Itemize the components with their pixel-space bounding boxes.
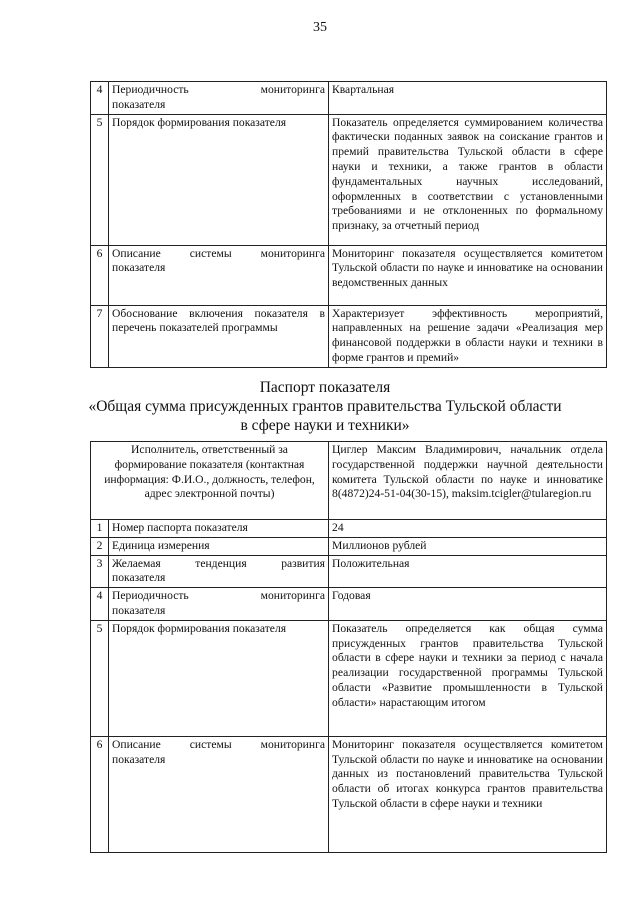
row-label: Описание системы мониторинга показателя bbox=[109, 736, 329, 852]
row-label: Номер паспорта показателя bbox=[109, 520, 329, 538]
row-value: Квартальная bbox=[329, 82, 607, 115]
row-number: 4 bbox=[91, 588, 109, 621]
row-label: Описание системы мониторинга показателя bbox=[109, 245, 329, 305]
row-label: Обоснование включения показателя в перечень показателей программы bbox=[109, 305, 329, 367]
row-number: 6 bbox=[91, 736, 109, 852]
table-header-row bbox=[91, 442, 607, 520]
row-value: Мониторинг показателя осуществляется комитетом Тульской области по науке и инноватике на основании ведомственных данных bbox=[329, 245, 607, 305]
row-number: 1 bbox=[91, 520, 109, 538]
page-number: 35 bbox=[313, 20, 327, 35]
row-number: 5 bbox=[91, 620, 109, 736]
table-row bbox=[91, 520, 607, 538]
row-number: 4 bbox=[91, 82, 109, 115]
table-row bbox=[91, 114, 607, 245]
row-label: Периодичность мониторинга показателя bbox=[109, 82, 329, 115]
row-number: 6 bbox=[91, 245, 109, 305]
executor-label: Исполнитель, ответственный за формирование показателя (контактная информация: Ф.И.О., должность, телефон, адрес электронной почты) bbox=[91, 442, 329, 520]
row-number: 5 bbox=[91, 114, 109, 245]
table-row bbox=[91, 736, 607, 852]
row-number: 7 bbox=[91, 305, 109, 367]
table-row bbox=[91, 245, 607, 305]
executor-value: Циглер Максим Владимирович, начальник отдела государственной поддержки научной деятельности комитета Тульской области по науке и инноватике 8(4872)24-51-04(30-15), maksim.tcigler@tularegion.ru bbox=[329, 442, 607, 520]
table-row bbox=[91, 555, 607, 588]
table-row bbox=[91, 537, 607, 555]
row-label: Порядок формирования показателя bbox=[109, 114, 329, 245]
row-value: 24 bbox=[329, 520, 607, 538]
row-value: Характеризует эффективность мероприятий, направленных на решение задачи «Реализация мер финансовой поддержки в области науки и техники в форме грантов и премий» bbox=[329, 305, 607, 367]
row-label: Единица измерения bbox=[109, 537, 329, 555]
row-label: Порядок формирования показателя bbox=[109, 620, 329, 736]
row-number: 3 bbox=[91, 555, 109, 588]
row-value: Миллионов рублей bbox=[329, 537, 607, 555]
row-label: Желаемая тенденция развития показателя bbox=[109, 555, 329, 588]
passport-title: Паспорт показателя «Общая сумма присужденных грантов правительства Тульской области в сфере науки и техники» bbox=[88, 379, 562, 434]
row-label: Периодичность мониторинга показателя bbox=[109, 588, 329, 621]
row-value: Показатель определяется суммированием количества фактически поданных заявок на соискание грантов и премий правительства Тульской области в сфере науки и техники, а также грантов в области фундаментальных научных исследований, оформленных в соответствии с установленными требованиями и не отклоненных по формальному признаку, за отчетный период bbox=[329, 114, 607, 245]
table-row bbox=[91, 620, 607, 736]
indicator-table-continued bbox=[90, 81, 607, 368]
row-value: Годовая bbox=[329, 588, 607, 621]
indicator-passport-table bbox=[90, 441, 607, 853]
table-row bbox=[91, 588, 607, 621]
row-value: Показатель определяется как общая сумма присужденных грантов правительства Тульской области в сфере науки и техники за период с начала реализации государственной программы Тульской области «Развитие промышленности в Тульской области» нарастающим итогом bbox=[329, 620, 607, 736]
row-number: 2 bbox=[91, 537, 109, 555]
table-row bbox=[91, 82, 607, 115]
row-value: Положительная bbox=[329, 555, 607, 588]
row-value: Мониторинг показателя осуществляется комитетом Тульской области по науке и инноватике на основании данных из постановлений правительства Тульской области об итогах конкурса грантов правительства Тульской области в сфере науки и техники bbox=[329, 736, 607, 852]
table-row bbox=[91, 305, 607, 367]
